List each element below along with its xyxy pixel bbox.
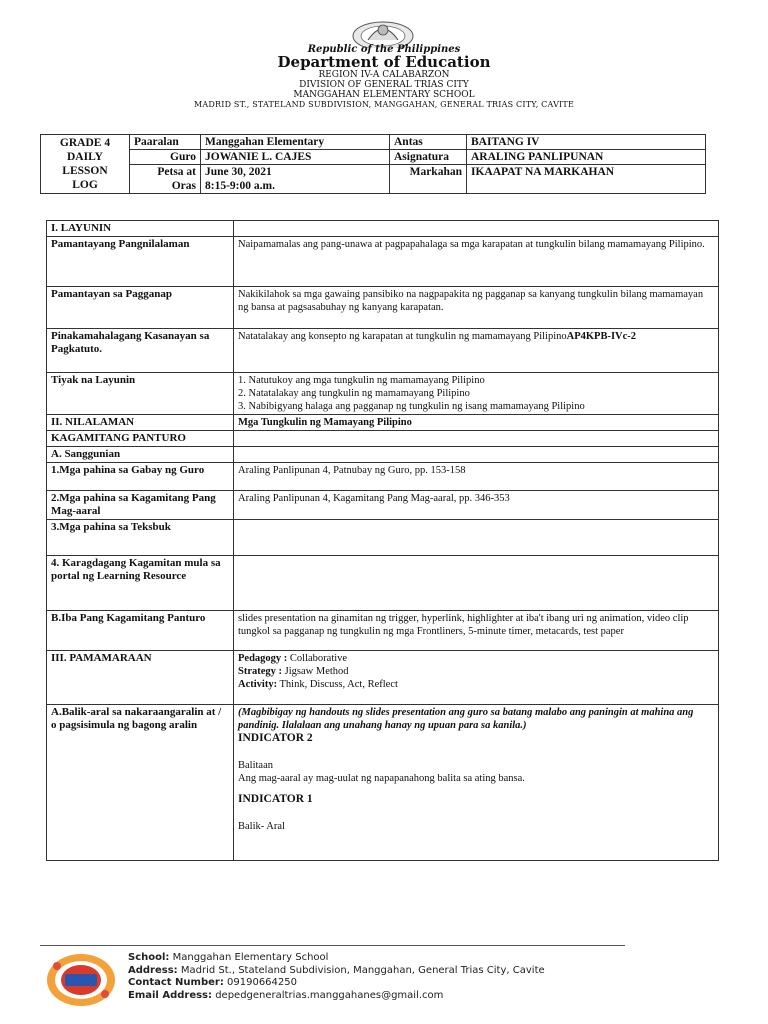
department-title: Department of Education xyxy=(277,53,491,71)
lesson-info-table xyxy=(40,134,706,194)
sanggunian-empty xyxy=(234,447,719,463)
pks-label: Pinakamahalagang Kasanayan sa Pagkatuto. xyxy=(47,329,234,373)
oras-label-line: Oras xyxy=(171,180,196,192)
footer-contact-label: Contact Number: xyxy=(128,977,224,988)
gabay-value: Araling Panlipunan 4, Patnubay ng Guro, pp. 153-158 xyxy=(234,463,719,491)
psp-label: Pamantayan sa Pagganap xyxy=(47,287,234,329)
footer-info xyxy=(128,952,545,1002)
gabay-label: 1.Mga pahina sa Gabay ng Guro xyxy=(47,463,234,491)
balik-note: (Magbibigay ng handouts ng slides presentation ang guro sa batang malabo ang paningin at mahina ang pandinig. Ilalalaan ang unahang hanay ng upuan para sa kanila.) xyxy=(238,707,694,731)
list-item: 2. Natatalakay ang tungkulin ng mamamayang Pilipino xyxy=(238,388,470,399)
pamamaraan-label: III. PAMAMARAAN xyxy=(47,651,234,705)
spacer xyxy=(238,745,714,759)
antas-label: Antas xyxy=(390,135,467,150)
teksbuk-label: 3.Mga pahina sa Teksbuk xyxy=(47,520,234,556)
grade-cell xyxy=(41,135,130,194)
layunin-empty xyxy=(234,221,719,237)
markahan-label: Markahan xyxy=(390,165,467,194)
division-text: DIVISION OF GENERAL TRIAS CITY xyxy=(299,80,469,90)
petsa-label xyxy=(130,165,201,194)
grade-line: GRADE 4 xyxy=(59,137,111,149)
pks-value xyxy=(234,329,719,373)
iba-value: slides presentation na ginamitan ng trigger, hyperlink, highlighter at iba't ibang uri ng animation, video clip tungkol sa pagganap ng tungkulin ng mga Frontliners, 5-minute timer, metacards, test paper xyxy=(234,611,719,651)
school-address: MADRID ST., STATELAND SUBDIVISION, MANGGAHAN, GENERAL TRIAS CITY, CAVITE xyxy=(194,100,574,109)
lesson-plan-table xyxy=(46,220,719,861)
karagdagan-empty xyxy=(234,556,719,611)
petsa-value xyxy=(201,165,390,194)
iba-label: B.Iba Pang Kagamitang Panturo xyxy=(47,611,234,651)
footer-address xyxy=(128,965,545,978)
pedagogy-value: Collaborative xyxy=(287,653,348,664)
grade-line: LOG xyxy=(72,179,98,191)
indicator-2: INDICATOR 2 xyxy=(238,732,313,744)
paaralan-label: Paaralan xyxy=(130,135,201,150)
paaralan-value: Manggahan Elementary xyxy=(201,135,390,150)
petsa-label-line: Petsa at xyxy=(157,166,196,178)
list-item: 1. Natutukoy ang mga tungkulin ng mamamayang Pilipino xyxy=(238,375,485,386)
markahan-value: IKAAPAT NA MARKAHAN xyxy=(467,165,706,194)
strategy-value: Jigsaw Method xyxy=(282,666,349,677)
grade-line: DAILY xyxy=(66,151,103,163)
guro-label: Guro xyxy=(130,150,201,165)
spacer xyxy=(238,785,714,793)
footer-address-value: Madrid St., Stateland Subdivision, Manggahan, General Trias City, Cavite xyxy=(177,964,545,976)
layunin-heading: I. LAYUNIN xyxy=(47,221,234,237)
balik-label: A.Balik-aral sa nakaraangaralin at / o pagsisimula ng bagong aralin xyxy=(47,705,234,861)
republic-text: Republic of the Philippines xyxy=(307,44,461,55)
footer-address-label: Address: xyxy=(128,964,178,976)
karagdagan-label: 4. Karagdagang Kagamitan mula sa portal ng Learning Resource xyxy=(47,556,234,611)
list-item: 3. Nabibigyang halaga ang pagganap ng tungkulin ng isang mamamayang Pilipino xyxy=(238,401,585,412)
pp-value: Naipamamalas ang pang-unawa at pagpapahalaga sa mga karapatan at tungkulin bilang mamamayang Pilipino. xyxy=(234,237,719,287)
tiyak-list xyxy=(234,373,719,415)
footer-rule xyxy=(40,945,625,946)
indicator-1: INDICATOR 1 xyxy=(238,793,313,805)
region-text: REGION IV-A CALABARZON xyxy=(318,70,450,80)
psp-value: Nakikilahok sa mga gawaing pansibiko na nagpapakita ng pagganap sa kanyang tungkulin bilang mamamayan ng bansa at pagsasabuhay ng kanyang karapatan. xyxy=(234,287,719,329)
balik-details xyxy=(234,705,719,861)
time-value: 8:15-9:00 a.m. xyxy=(205,180,275,192)
strategy-line xyxy=(238,665,714,678)
kagamitan-empty xyxy=(234,431,719,447)
balitaan-heading: Balitaan xyxy=(238,760,273,771)
grade-line: LESSON xyxy=(62,165,108,177)
balitaan-desc: Ang mag-aaral ay mag-uulat ng napapanahong balita sa ating bansa. xyxy=(238,773,525,784)
sanggunian-label: A. Sanggunian xyxy=(47,447,234,463)
kagamitan-label: KAGAMITANG PANTURO xyxy=(47,431,234,447)
footer-email-label: Email Address: xyxy=(128,989,213,1001)
tiyak-label: Tiyak na Layunin xyxy=(47,373,234,415)
pedagogy-label: Pedagogy : xyxy=(238,653,288,664)
footer-contact xyxy=(128,977,545,990)
footer-school-value: Manggahan Elementary School xyxy=(169,952,329,963)
spacer xyxy=(238,806,714,820)
balik-aral-heading: Balik- Aral xyxy=(238,821,285,832)
guro-value: JOWANIE L. CAJES xyxy=(201,150,390,165)
footer-school xyxy=(128,952,545,965)
nilalaman-label: II. NILALAMAN xyxy=(47,415,234,431)
school-text: MANGGAHAN ELEMENTARY SCHOOL xyxy=(293,90,475,100)
asignatura-value: ARALING PANLIPUNAN xyxy=(467,150,706,165)
deped-footer-logo xyxy=(43,950,119,1010)
activity-label: Activity: xyxy=(238,679,278,690)
footer-contact-value: 09190664250 xyxy=(223,977,297,988)
footer-school-label: School: xyxy=(128,952,170,963)
activity-line xyxy=(238,678,714,691)
footer-email xyxy=(128,990,545,1003)
pamamaraan-details xyxy=(234,651,719,705)
pks-text: Natatalakay ang konsepto ng karapatan at tungkulin ng mamamayang Pilipino xyxy=(238,331,567,342)
date-value: June 30, 2021 xyxy=(205,166,272,178)
kag-label: 2.Mga pahina sa Kagamitang Pang Mag-aaral xyxy=(47,491,234,520)
activity-value: Think, Discuss, Act, Reflect xyxy=(277,679,398,690)
pks-code: AP4KPB-IVc-2 xyxy=(566,331,637,342)
footer-email-value[interactable]: depedgeneraltrias.manggahanes@gmail.com xyxy=(212,989,444,1001)
kag-value: Araling Panlipunan 4, Kagamitang Pang Mag-aaral, pp. 346-353 xyxy=(234,491,719,520)
deped-seal-logo xyxy=(350,10,416,48)
teksbuk-empty xyxy=(234,520,719,556)
nilalaman-value: Mga Tungkulin ng Mamayang Pilipino xyxy=(234,415,719,431)
pedagogy-line xyxy=(238,652,714,665)
strategy-label: Strategy : xyxy=(238,666,283,677)
pp-label: Pamantayang Pangnilalaman xyxy=(47,237,234,287)
asignatura-label: Asignatura xyxy=(390,150,467,165)
antas-value: BAITANG IV xyxy=(467,135,706,150)
